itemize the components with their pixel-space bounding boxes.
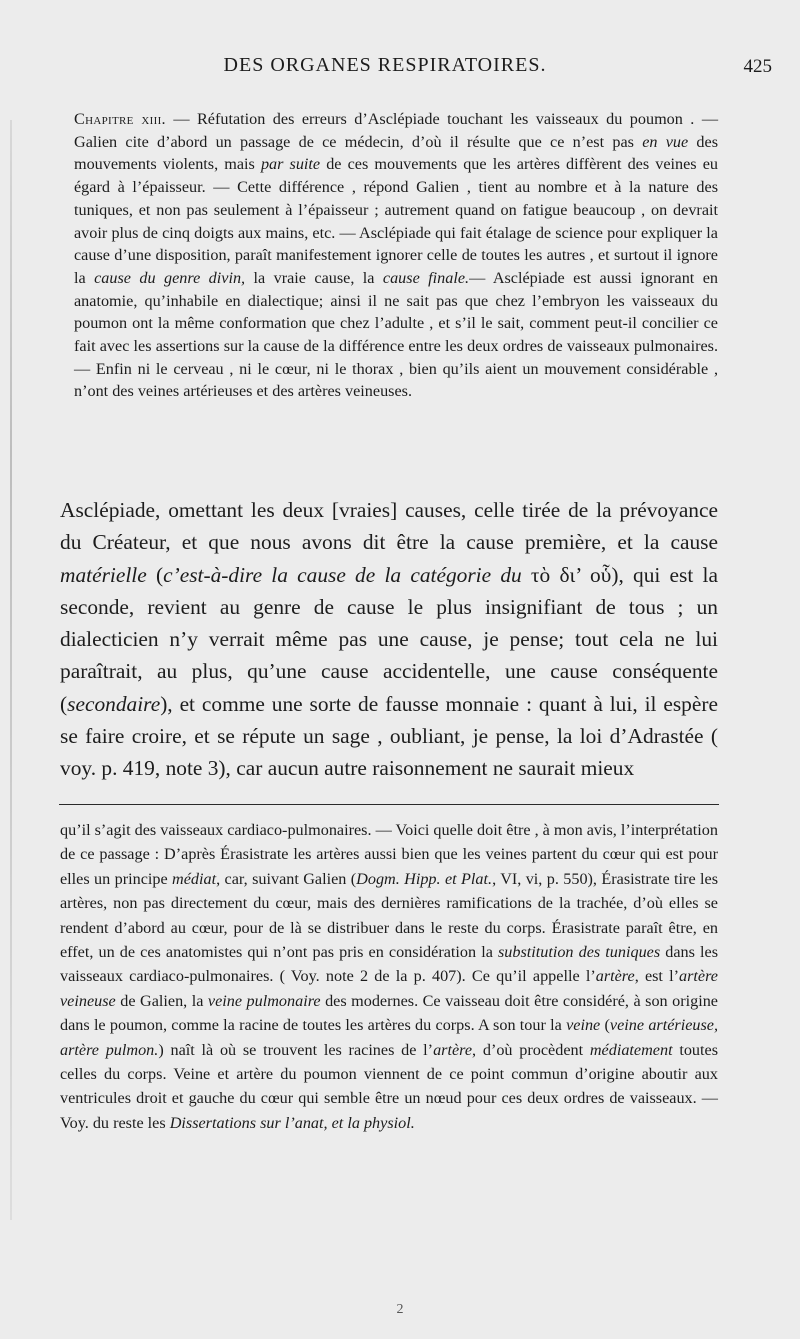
main-text-run: ), et comme une sorte de fausse monnaie : quant à lui, il espère se faire croire, et se répute un sage , oubliant, je pense, la loi d’Adrastée ( voy. p. 419, note 3), car aucun autre raisonnement ne saurait mieux xyxy=(60,691,718,781)
summary-text: — Asclépiade est aussi ignorant en anatomie, qu’inhabile en dialectique; ainsi il ne sait pas que chez l’embryon les vaisseaux du poumon ont la même conformation que chez l’adulte , et s’il le sait, comment peut-il concilier ce fait avec les assertions sur la cause de la différence entre les deux ordres de vaisseaux pulmonaires. — Enfin ni le cerveau , ni le cœur, ni le thorax , bien qu’ils aient un mouvement considérable , n’ont des veines artérieuses et des artères veineuses. xyxy=(74,268,718,401)
page-edge-shadow xyxy=(10,120,12,1220)
footnote-emphasis: artère veineuse xyxy=(60,967,718,1010)
running-head: DES ORGANES RESPIRATOIRES. xyxy=(223,54,547,76)
footnote-text: dans les vaisseaux cardiaco-pulmonaires. ( Voy. note 2 de la p. 407). Ce qu’il appelle l’ xyxy=(60,943,718,986)
main-text-run: Asclépiade, omettant les deux [vraies] causes, celle tirée de la prévoyance du Créateur, et que nous avons dit être la cause première, et la cause xyxy=(60,498,718,555)
summary-emphasis: en vue xyxy=(642,132,689,151)
footnote-emphasis: veine artérieuse, artère pulmon. xyxy=(60,1016,719,1059)
summary-emphasis: cause finale. xyxy=(382,268,470,287)
footnote-text: qu’il s’agit des vaisseaux cardiaco-pulmonaires. — Voici quelle doit être , à mon avis, l’interprétation de ce passage : D’après Érasistrate les artères aussi bien que les veines partent du cœur qui est pour elles un principe xyxy=(60,821,718,888)
main-emphasis: matérielle xyxy=(60,562,147,587)
main-text-run: τὸ δι’ οὗ), qui est la seconde, revient au genre de cause le plus insignifiant de tous ; un dialecticien n’y verrait même pas une cause, je pense; tout cela ne lui paraîtrait, au plus, qu’une cause accidentelle, une cause conséquente ( xyxy=(60,562,718,716)
footnote-emphasis: veine xyxy=(566,1016,601,1035)
footnote-emphasis: Dissertations sur l’anat, et la physiol. xyxy=(169,1113,415,1132)
summary-text: de ces mouvements que les artères diffèrent des veines eu égard à l’épaisseur. — Cette différence , répond Galien , tient au nombre et à la nature des tuniques, et non pas seulement à l’épaisseur ; autrement quand on fatigue beaucoup , on devrait avoir plus de cinq doigts aux mains, etc. — Asclépiade qui fait étalage de science pour expliquer la cause d’une disposition, paraît manifestement ignorer celle de toutes les autres , et surtout il ignore la xyxy=(74,155,718,287)
footnote-emphasis: Dogm. Hipp. et Plat. xyxy=(356,869,493,888)
footnote-text: , car, suivant Galien ( xyxy=(216,869,357,888)
footnote-text: toutes celles du corps. Veine et artère du poumon viennent de ce point commun d’origine aboutir aux ventricules droit et gauche du cœur qui semble être un nœud pour ces deux ordres de vaisseaux. — Voy. du reste les xyxy=(60,1040,718,1132)
main-emphasis: c’est-à-dire la cause de la catégorie du xyxy=(163,562,522,587)
signature-mark: 2 xyxy=(396,1302,404,1317)
page-header xyxy=(0,48,800,88)
main-emphasis: secondaire xyxy=(67,691,161,716)
footnote-text: , d’où procèdent xyxy=(472,1040,590,1059)
footnote-emphasis: médiat xyxy=(172,869,217,888)
footnote-text: , VI, vi, p. 550), Érasistrate tire les artères, non pas directement du cœur, mais des dernières ramifications de la trachée, d’où elles se rendent d’abord au cœur, pour de là se distribuer dans le reste du corps. Érasistrate paraît être, en effet, un de ces anatomistes qui n’ont pas pris en considération la xyxy=(60,869,718,962)
main-text-run: ( xyxy=(146,562,164,587)
summary-text: — Réfutation des erreurs d’Asclépiade touchant les vaisseaux du poumon . — Galien cite d’abord un passage de ce médecin, d’où il résulte que ce n’est pas xyxy=(74,110,719,151)
footnote xyxy=(60,818,718,1135)
summary-text: la vraie cause, la xyxy=(245,268,383,287)
page-number: 425 xyxy=(743,56,772,77)
chapter-label: Chapitre xiii. xyxy=(74,110,166,128)
footnote-emphasis: veine pulmonaire xyxy=(207,991,321,1010)
main-text xyxy=(60,494,718,785)
footnote-text: de Galien, la xyxy=(115,991,208,1010)
chapter-summary xyxy=(74,108,718,403)
footnote-emphasis: artère xyxy=(433,1040,473,1059)
footnote-text: , est l’ xyxy=(634,967,680,986)
footnote-emphasis: médiatement xyxy=(589,1040,673,1059)
footnote-text: ( xyxy=(600,1016,610,1035)
footnote-rule xyxy=(59,804,719,805)
footnote-emphasis: artère xyxy=(595,967,635,986)
footnote-text: des modernes. Ce vaisseau doit être considéré, à son origine dans le poumon, comme la racine de toutes les artères du corps. A son tour la xyxy=(60,991,718,1035)
summary-text: des mouvements violents, mais xyxy=(74,132,719,174)
footnote-text: ) naît là où se trouvent les racines de l’ xyxy=(158,1040,434,1059)
summary-emphasis: par suite xyxy=(260,155,321,174)
footnote-emphasis: substitution des tuniques xyxy=(497,943,661,962)
summary-emphasis: cause du genre divin, xyxy=(94,268,246,287)
